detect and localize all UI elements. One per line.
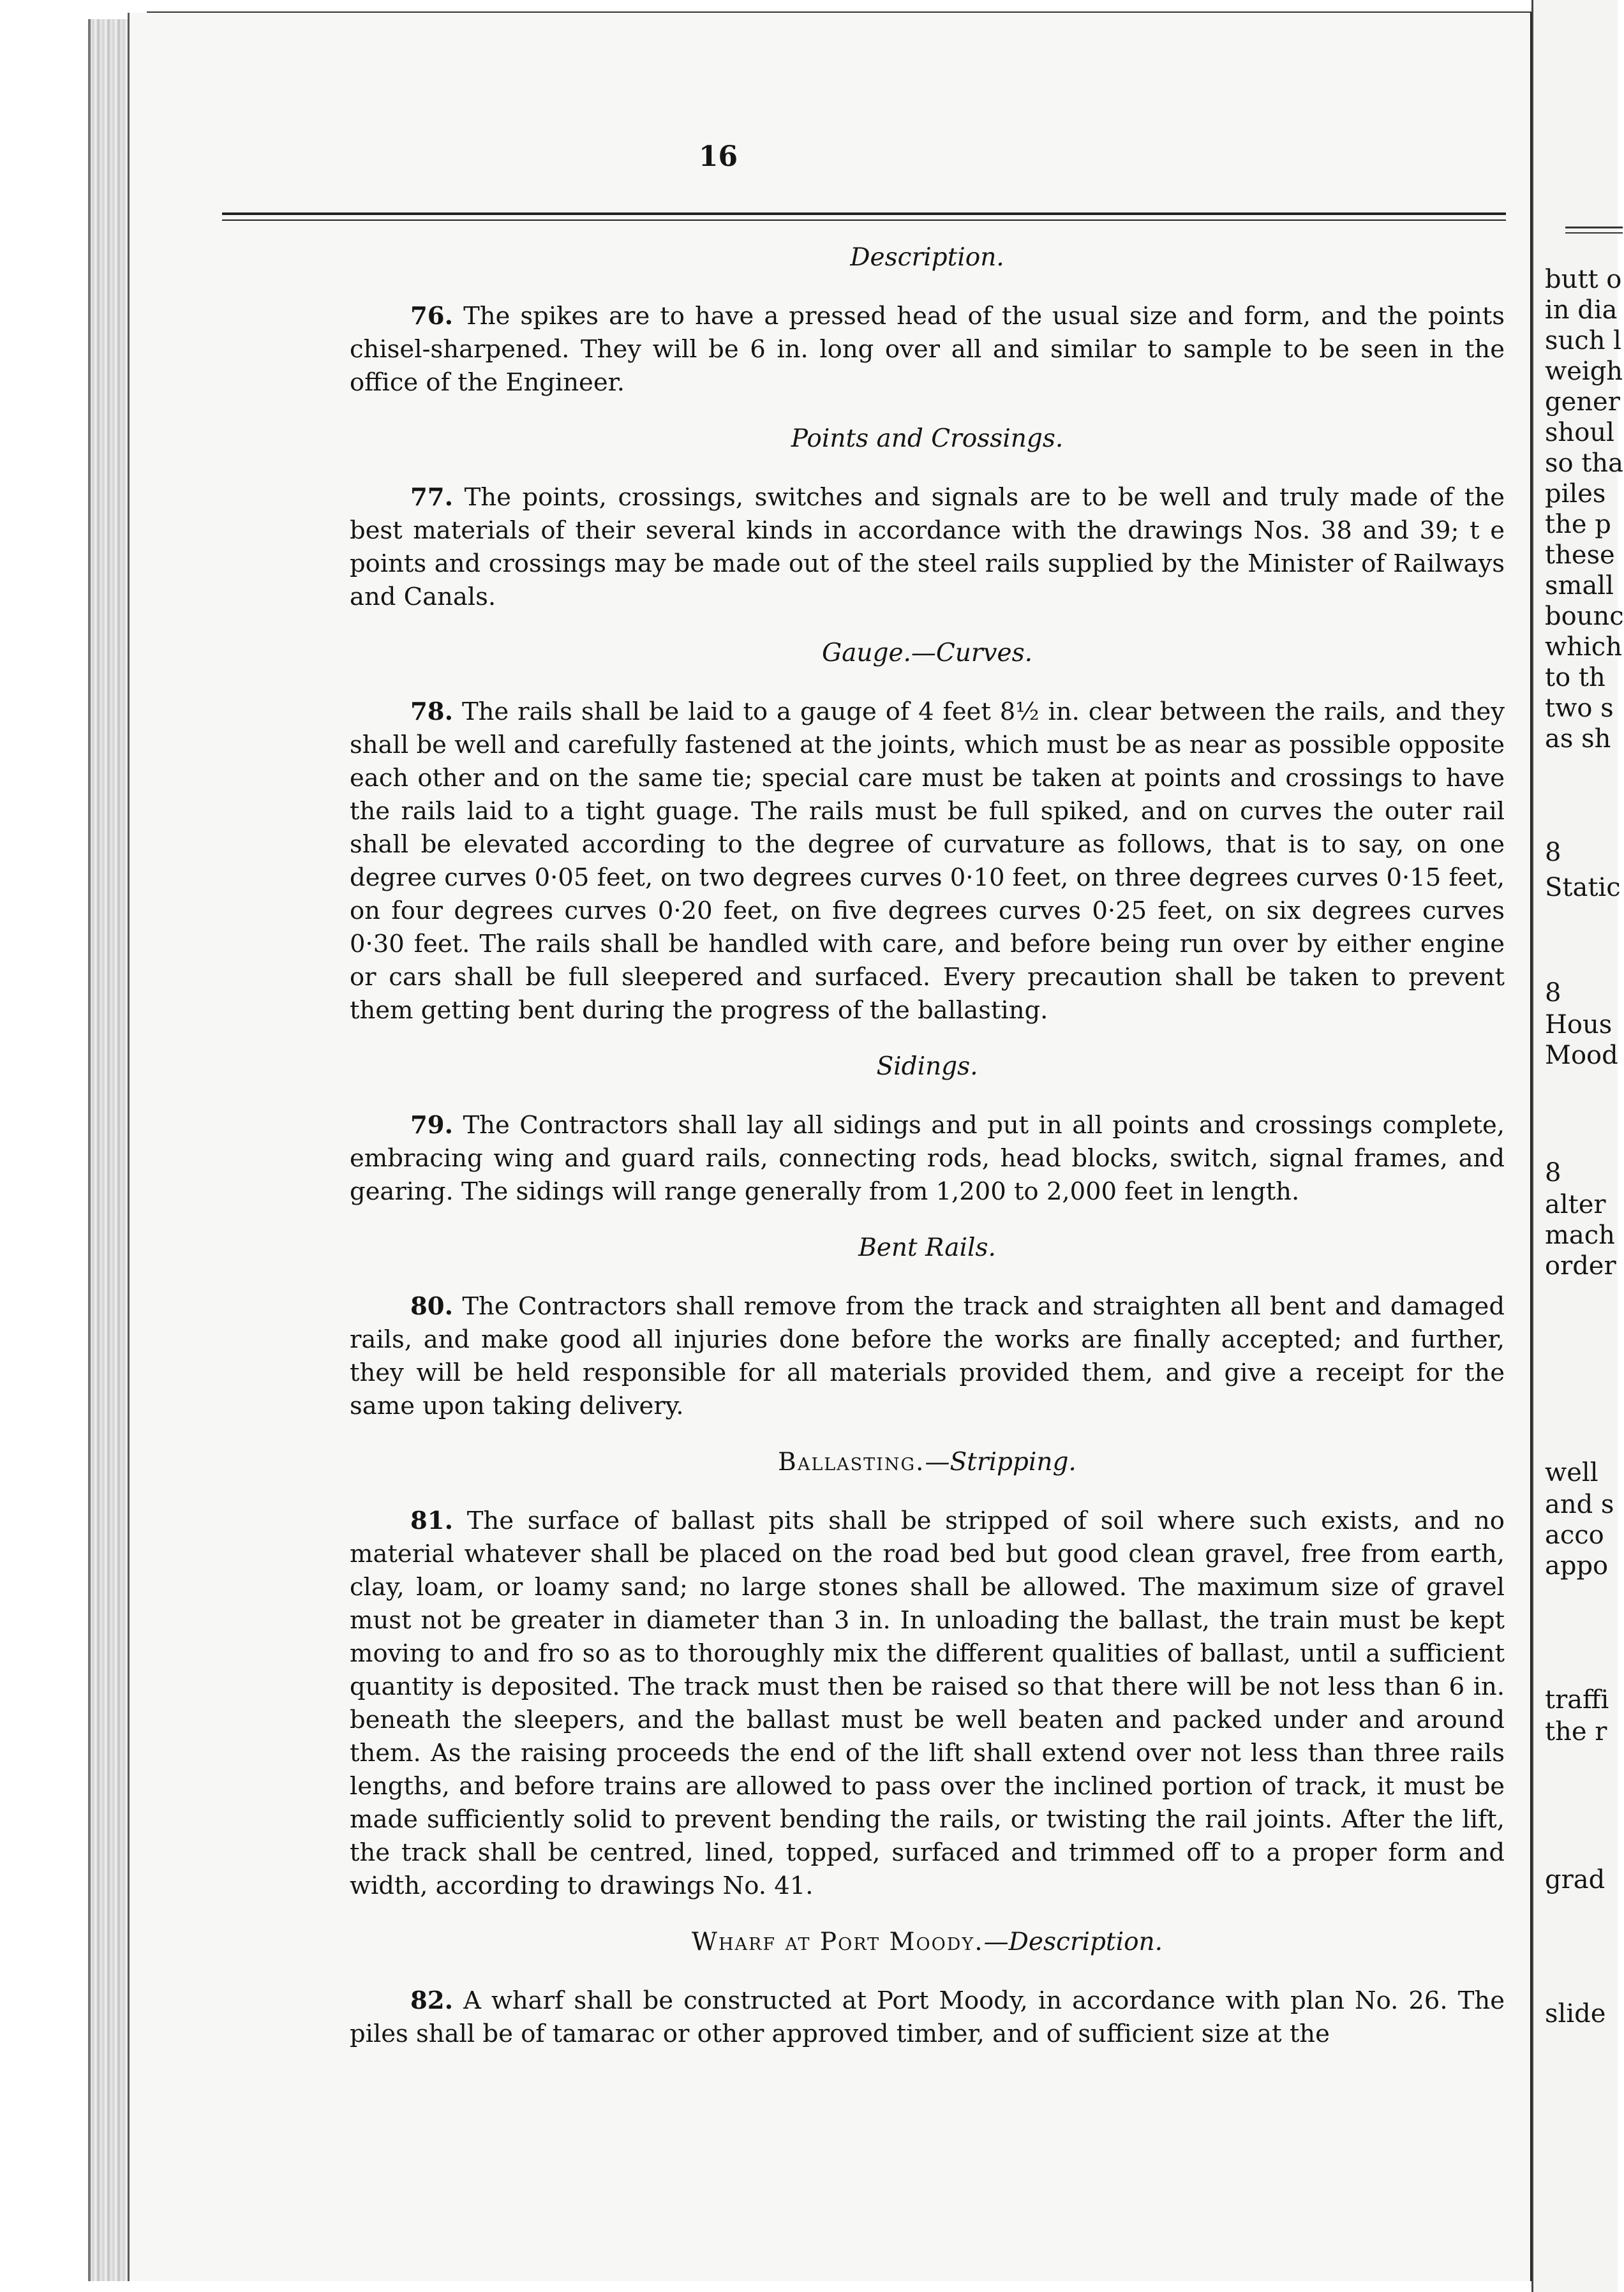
adjacent-page-fragment: well	[1545, 1458, 1598, 1487]
section-heading: Points and Crossings.	[791, 424, 1064, 453]
paragraph	[350, 1109, 1505, 1209]
adjacent-page-fragment: and s	[1545, 1490, 1614, 1519]
adjacent-page-fragment: 8	[1545, 978, 1561, 1008]
header-rule	[222, 212, 1506, 221]
adjacent-page-fragment: 8	[1545, 838, 1561, 867]
adjacent-page-fragment: the r	[1545, 1717, 1607, 1746]
adjacent-page-fragment: acco	[1545, 1521, 1604, 1550]
adjacent-page-fragment: Hous	[1545, 1010, 1613, 1039]
adjacent-page-fragment: bounc	[1545, 602, 1624, 631]
adjacent-page-fragment: shoul	[1545, 418, 1614, 447]
adjacent-page-fragment: mach	[1545, 1221, 1615, 1250]
paragraph-number: 79.	[410, 1111, 453, 1140]
adjacent-page-fragment: two s	[1545, 694, 1614, 723]
adjacent-page-fragment: the p	[1545, 510, 1611, 539]
adjacent-page-fragment: grad	[1545, 1865, 1605, 1894]
adjacent-page-fragment: butt o	[1545, 265, 1622, 294]
section-heading: Bent Rails.	[858, 1233, 996, 1262]
book-page-edges	[88, 19, 130, 2281]
paragraph	[350, 696, 1505, 1027]
adjacent-page-fragment: traffi	[1545, 1685, 1609, 1715]
adjacent-page-edge	[1531, 0, 1624, 2292]
heading-small-caps: Wharf at Port Moody.	[691, 1928, 984, 1956]
adjacent-page-fragment: Static	[1545, 873, 1621, 902]
paragraph	[350, 1984, 1505, 2051]
adjacent-page-fragment: such l	[1545, 326, 1621, 355]
paragraph-text: The Contractors shall lay all sidings and put in all points and crossings complete, embracing wing and guard rails, connecting rods, head blocks, switch, signal frames, and gearing. The sidings will range generally from 1,200 to 2,000 feet in length.	[350, 1111, 1505, 1206]
section-heading	[350, 1926, 1505, 1959]
section-heading: Gauge.—Curves.	[821, 639, 1033, 667]
paragraph	[350, 1290, 1505, 1423]
adjacent-page-fragment: Mood	[1545, 1041, 1618, 1070]
adjacent-page-fragment: to th	[1545, 663, 1605, 692]
adjacent-header-rule	[1565, 227, 1623, 234]
page-content	[350, 241, 1505, 2074]
adjacent-page-fragment: appo	[1545, 1551, 1609, 1581]
paragraph	[350, 481, 1505, 614]
paragraph-text: The Contractors shall remove from the track and straighten all bent and damaged rails, and make good all injuries done before the works are finally accepted; and further, they will be held responsible for all materials provided them, and give a receipt for the same upon taking delivery.	[350, 1292, 1505, 1420]
adjacent-page-fragment: gener	[1545, 387, 1620, 417]
paragraph	[350, 1505, 1505, 1903]
heading-italic: —Description.	[983, 1928, 1163, 1956]
adjacent-page-fragment: weigh	[1545, 357, 1623, 386]
paragraph-number: 81.	[410, 1507, 453, 1535]
heading-small-caps: Ballasting.	[778, 1448, 925, 1477]
section-heading	[350, 1446, 1505, 1479]
adjacent-page-fragment: slide	[1545, 1999, 1606, 2028]
adjacent-page-fragment: so tha	[1545, 449, 1624, 478]
page-number: 16	[698, 140, 738, 173]
paragraph-text: The spikes are to have a pressed head of the usual size and form, and the points chisel-sharpened. They will be 6 in. long over all and similar to sample to be seen in the office of the Engineer.	[350, 302, 1505, 397]
page-top-edge	[147, 0, 1531, 13]
adjacent-page-fragment: piles	[1545, 479, 1606, 509]
adjacent-page-fragment: small	[1545, 571, 1614, 600]
paragraph	[350, 300, 1505, 399]
paragraph-number: 82.	[410, 1986, 453, 2015]
paragraph-text: A wharf shall be constructed at Port Moody, in accordance with plan No. 26. The piles shall be of tamarac or other approved timber, and of sufficient size at the	[350, 1986, 1505, 2048]
paragraph-number: 76.	[410, 302, 453, 331]
adjacent-page-fragment: these	[1545, 540, 1615, 570]
paragraph-text: The rails shall be laid to a gauge of 4 feet 8½ in. clear between the rails, and they shall be well and carefully fastened at the joints, which must be as near as possible opposite each other and on the same tie; special care must be taken at points and crossings to have the rails laid to a tight guage. The rails must be full spiked, and on curves the outer rail shall be elevated according to the degree of curvature as follows, that is to say, on one degree curves 0·05 feet, on two degrees curves 0·10 feet, on three degrees curves 0·15 feet, on four degrees curves 0·20 feet, on five degrees curves 0·25 feet, on six degrees curves 0·30 feet. The rails shall be handled with care, and before being run over by either engine or cars shall be full sleepered and surfaced. Every precaution shall be taken to prevent them getting bent during the progress of the ballasting.	[350, 697, 1505, 1025]
adjacent-page-fragment: 8	[1545, 1158, 1561, 1187]
section-heading: Description.	[850, 243, 1004, 272]
paragraph-text: The surface of ballast pits shall be stripped of soil where such exists, and no material whatever shall be placed on the road bed but good clean gravel, free from earth, clay, loam, or loamy sand; no large stones shall be allowed. The maximum size of gravel must not be greater in diameter than 3 in. In unloading the ballast, the train must be kept moving to and fro so as to thoroughly mix the different qualities of ballast, until a sufficient quantity is deposited. The track must then be raised so that there will be not less than 6 in. beneath the sleepers, and the ballast must be well beaten and packed under and around them. As the raising proceeds the end of the lift shall extend over not less than three rails lengths, and before trains are allowed to pass over the inclined portion of track, it must be made sufficiently solid to prevent bending the rails, or twisting the rail joints. After the lift, the track shall be centred, lined, topped, surfaced and trimmed off to a proper form and width, according to drawings No. 41.	[350, 1507, 1505, 1900]
adjacent-page-fragment: order	[1545, 1251, 1616, 1281]
adjacent-page-fragment: alter	[1545, 1190, 1606, 1219]
adjacent-page-fragment: which	[1545, 632, 1622, 662]
adjacent-page-fragment: in dia	[1545, 295, 1618, 325]
paragraph-number: 80.	[410, 1292, 453, 1321]
paragraph-text: The points, crossings, switches and signals are to be well and truly made of the best materials of their several kinds in accordance with the drawings Nos. 38 and 39; t e points and crossings may be made out of the steel rails supplied by the Minister of Railways and Canals.	[350, 483, 1505, 611]
heading-italic: —Stripping.	[925, 1448, 1076, 1477]
paragraph-number: 78.	[410, 697, 453, 726]
paragraph-number: 77.	[410, 483, 453, 512]
adjacent-page-fragment: as sh	[1545, 724, 1611, 754]
section-heading: Sidings.	[876, 1052, 978, 1081]
